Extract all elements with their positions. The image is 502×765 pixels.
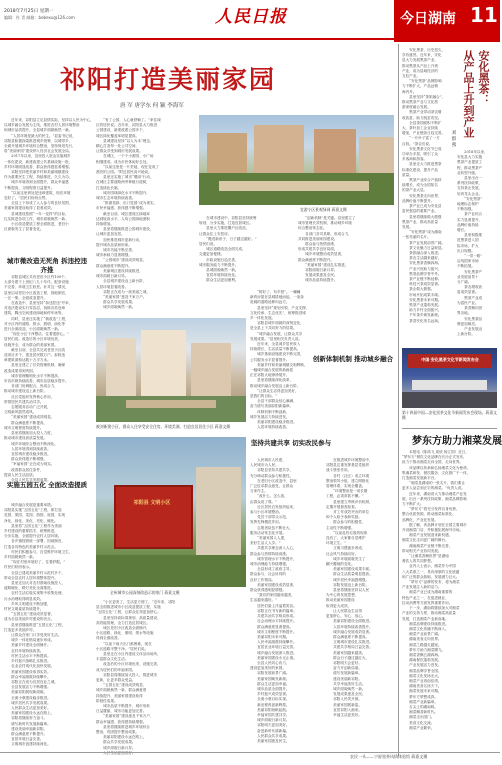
body-text-col2b: “小区更美了，生活更方便了。”近年来，祁阳 县全面推进城市小区改造提质工程，实施 “五园五化”工程，让群众住得更加舒心。 县里坚持高标准规划、高质量建设、 高效能管理，全力打造宜居城区。 城区老旧小区改造全面铺开， 小区道路、绿化、照明、排水等设施 得到全面改善。 “以前下雨天出门都困难，现在 小区道路平整干净。”居民们说。 县里还在小区内建设文体活动场所， 丰富群众文化生活。 改造后的小区环境优美、设施完善， 成为居民们的幸福家园。 祁阳县将继续加大投入，推进城市 更新，让更多群众受益。 “五园五化”建设成效明显， 城乡面貌焕然一新，群众满意度 持续提升，美丽家园建设取得 阶段性成果。 城市品质不断提升，城市形象 日益靓丽，城市功能更加完善。 “美丽家园”建设惠及千家万户， 群众幸福感、获得感持续增强。 县里将继续推进城乡环境综合 整治，巩固提升整治成果。 美丽祁阳建设永远在路上。 群众共享发展成果。 城乡面貌日新月异。 人民生活更加美好。 (96, 600, 176, 755)
body-text-col3a: 在城市建设中，祁阳县坚持统筹 规划、分步实施，打造宜居城区。 县里大力推进棚户区改造， 让群众住上安居房。 “搬进新房子，日子越过越好。” 居民们说。 城区道路改造全面完成， 交通更加便捷。 市政设施日趋完善， 城市服务能力不断提升。 县城面貌焕然一新。 宜居环境持续优化。 群众生活更加便利。 (199, 216, 257, 283)
column-divider (398, 44, 399, 756)
photo-residential-garden (199, 115, 394, 205)
header-date: 2018年7月25日 星期一 (4, 9, 54, 14)
subhead-1: 城市微改造无死角 拆违控违齐推 (6, 257, 88, 274)
photo-new-housing (96, 318, 246, 422)
body-text-col4a: “创新机制”是关键。县里建立了 城市管理长效机制，推动城乡环境 综合整治常态化。 各部门各司其职，形成合力， 共同推进美丽家园建设。 群众参与热情高涨， 形成共建共享良好局面。 城乡环境整治成效显著， 群众满意度不断提升。 “美丽家园”建设扎实推进。 祁阳面貌日新月异。 发展成果惠及全民。 城市品质持续提升。 (298, 216, 356, 283)
main-headline: 祁阳打造美丽家园 (60, 65, 277, 94)
photo-civilized-community (96, 437, 246, 587)
side-section-divider (402, 428, 497, 429)
side-article-title-2: 从产品上升到产业 (462, 50, 475, 138)
side-article-title-1: 安化黑茶： (477, 50, 490, 105)
section-name: 今日湖南 (400, 11, 456, 27)
subhead-2: 创新体制机制 推动城乡融合 (312, 355, 394, 363)
body-text-col1a: 近年来，祁阳县立足县情实际，坚持以人民为中心， 以城乡融合发展为主线，推进农村人居环境整治 和城市品质提升，全县城乡面貌焕然一新。 “人居环境是最大的民生。”县委书记说， 祁阳县积极探索推进城乡统筹、以城带乡， 全面开展城乡环境综合整治，坚持规划先行， 将“美丽家园”建设纳入经济社会发展全局。 2017年以来，县里投入资金实施城乡 一体化建设，新建改建公共基础设施一批， 乡村环境明显改善，群众获得感显著增强。 祁阳坚持把美丽乡村和美丽城镇建设 作为重要民生工程，持续推进，久久为功。 城乡环境得到全面提升，群众幸福感 不断提高，文明程度日益提升。 “以前这里到处是违章建筑，现在环境 变好了。”居民们纷纷点赞。 全县上下形成了人人参与的良好氛围， 美丽家园建设取得了显著成效。 县城建设按照“一年一变样”的目标， 扎实推进各项工作，城市面貌焕然一新。 小区改造提质工程全面推进，老旧小 区面貌发生了显著变化。 (4, 118, 94, 232)
newspaper-logo: 人民日报 (215, 7, 287, 27)
body-text-col2a: “有了公园，人心就舒畅了。”家住城 区的居民说。近年来，祁阳县大力推进 公园建设，新建改建公园多个， 城区绿化覆盖率明显提高。 县城建设坚持“以人为本”理念， 精心打造每一处公共空间， 让群众享受到城市发展成果。 在城区，一个个小游园、小广场 相继建成，成为市民休闲好去处。 “以前这里是一片荒地，现在变成了 漂亮的公园。”附近居民高兴地说。 县里还实施了城市“增绿”行动， 在城区主要道路两旁种植行道树， 打造绿色长廊。 城市园林绿化水平不断提升， 城市生态环境持续改善。 “推窗见绿、出门见园”成为现实， 市民幸福感、获得感不断增强。 截至目前，城区建成区绿地率 达到较高水平，人均公园绿地面积 持续增加。 县里将继续推进公园城市建设， 让城市更加宜居。 加快推进城市更新行动， 提升城市品质和形象。 城市功能不断完善， 城市承载力显著增强。 “公园城市”建设成效明显， 群众满意度不断提升。 美丽城区建设持续推进， 城市面貌日新月异。 全县城乡建设迈上新台阶， 人居环境显著改善。 祁阳正在成为一座美丽之城。 “美丽家园”惠及千家万户。 群众共享发展成果。 城乡面貌焕然一新。 (96, 118, 161, 310)
footer-rule (0, 752, 500, 753)
page-number: 11 (470, 3, 498, 27)
side-article-author: 刘 群 燕 (451, 130, 456, 147)
photo3-caption: 全州城市公园深刻改造示的家门 蒋嘉文摄 (110, 590, 180, 595)
body-text-col1c: 城乡融合发展是重要举措。 祁阳县实施“五园五化”工程，即打造 花园、果园、菜园、游园、庭园，实现 净化、绿化、美化、亮化、硬化。 县里将“五园五化”工程作为美丽 乡村建设的重要抓手，统筹推进， 分步实施，全面提升农村人居环境。 各乡镇按照统一部署，因地制宜， 打造各具特色的美丽乡村示范点。 村民们积极参与，自觉维护环境卫生， 乡村面貌焕然一新。 “现在村里环境好了，住着舒服。” 村民们纷纷表示。 全县已建成美丽乡村示范村多个， 带动全县农村人居环境整体提升。 县里还加大对农村基础设施投入， 道路硬化、路灯亮化全面推进。 农村生活垃圾实现集中收集处理， 污水治理取得明显成效。 乡风文明建设不断加强， 村民文明素质持续提升。 “五园五化”建设成效显著， 成为全县美丽乡村建设的亮点。 县里将继续推进“五园五化”工程， 打造更多美丽乡村。 让群众在家门口享受美好生活。 城乡一体化格局逐步形成。 美丽乡村建设全面铺开。 农村环境持续改善。 村民生活水平不断提高。 乡村振兴战略扎实推进。 农业农村现代化加快发展。 美丽家园建设取得实效。 群众幸福指数持续攀升。 祁阳正在成为宜居宜业之城。 全县发展活力不断增强。 美丽祁阳展现新面貌。 全面小康建设稳步推进。 城乡居民共享发展成果。 人民群众生活更加美好。 美丽家园建设永远在路上。 祁阳将继续努力奋斗。 谱写新时代发展新篇章。 建设美丽幸福新祁阳。 群众满意度不断提升。 宜居环境日益完善。 文明城市创建持续深化。 (4, 503, 73, 747)
main-byline: 唐 军 唐学东 何 颖 李海军 (120, 103, 184, 109)
photo-tea-press-conference (402, 348, 497, 408)
side-body-text-1: 安化黑茶，历史悠久， 享有盛誉。近年来，安化 县大力发展黑茶产业， 推动黑茶从产品上升到 产业，成为县域经济的 支柱产业。 “安化黑茶”品牌影响 力不断扩大，产品远销 海内外。 县里坚持“茶旅融合”， 推动黑茶产业与文化旅 游深度融合发展。 黑茶产业带动茶农增 收致富，助力脱贫攻坚。 全县茶园面积不断扩 大，茶叶加工企业持续 增加，产业链条日趋完善。 “一片叶子富了一方 百姓。”茶农们说。 安化黑茶文化节已成 功举办多届，吸引了众 多客商和游客。 县里还大力推进黑茶 标准化建设，提升产品 质量。 黑茶产业综合产值持 续增长，成为全国知名 的茶产业大县。 安化黑茶走向世界， 品牌价值不断提升。 茶产业已成为安化县 富民强县的重要产业。 县里将继续做大做强 黑茶产业，推动高质量 发展。 “安化黑茶”成为湖南 一张亮丽的名片。 茶产业发展前景广阔。 茶文化魅力日益彰显。 茶旅融合深入推进。 茶农生活越来越好。 安化黑茶香飘四海。 产业兴旺助力振兴。 黑茶品牌享誉中外。 茶产业链不断延伸。 科技兴茶成效显著。 茶企做大做强。 市场开拓成果丰硕。 安化黑茶未来可期。 黑茶产业蓬勃发展。 助力乡村全面振兴。 千年茶乡焕发新颜。 茶香安化美名远扬。 (402, 48, 446, 323)
body-text-col1b: 祁阳县城区共有老旧小区约100个， 大部分建于上世纪八九十年代，配套设施 不完善，环境卫生较差。针对这一情况， 县里启动老旧小区改造工程，因地制宜， 一区一策，全面改造提升。 在改造中，县里坚持“拆违控违”并举， 对违法建设实行零容忍，拆除各类违章 建筑，腾出空间建设绿地和停车场等。 同时，县里还实施了“微改造”工程， 对小区内的道路、排水、照明、绿化等 进行全面改造，小区面貌焕然一新。 “现在小区干净整洁，住着很舒心。” 居民们说。改造后的小区环境优美， 设施齐全，成为群众的美丽家园。 截至目前，全县共完成老旧小区改 造项目多个，惠及居民数万户。拆除违 章建筑面积达数十万平方米。 县里还建立了长效管理机制，确保 改造成果得到巩固。 城市管理精细化水平不断提高， 市容市貌持续改善，城市品质稳步提升。 各部门协调配合，形成合力， 推动城市建设迈上新台阶。 社区党组织发挥核心作用， 带领居民共建共治共享。 志愿服务活动广泛开展， 文明新风蔚然成风。 “美丽家园”建设成效明显。 群众满意度不断提高， 城市文明程度持续提升。 县里将继续加大投入力度， 推动城市建设高质量发展。 城乡环境综合整治不断深化。 人居环境得到持续改善。 宜居城市建设稳步推进。 群众获得感不断增强。 “幸福家园”正在成为现实。 改善群众居住条件， 提高人民生活品质。 全县人民共享发展成果。 (4, 275, 73, 482)
footer-caption: 农民一头——宁舒黑茶风情体验馆 蒋嘉文摄 (350, 754, 428, 759)
body-text-col3c: 人民城市人民建， 人民城市为人民。 祁阳县坚持共建共享， 充分调动群众参与积极性。 在老旧小区改造中，县里 广泛征求群众意见，让群众 当家作主。 “改什么、怎么改， 由群众说了算。” 社区居民自发组织起来， 参与小区环境整治。 党员干部带头示范， 发挥先锋模范作用。 志愿者队伍不断壮大， 服务活动常态化开展。 “美丽家园人人建， 美好生活人人享。” 共建共享理念深入人心， 群众参与热情持续高涨。 城市管理水平不断提升， 城市治理能力持续增强。 全县形成了政府主导、 群众参与、社会协同的 良好工作格局。 美丽家园建设成效显著， 群众获得感明显增强。 “我们的家园越来越美， 生活越来越好。” 居民们脸上洋溢着笑容。 祁阳正在书写新的篇章。 共建共治共享格局形成。 社会治理水平持续提升。 群众满意度显著提高。 城市文明程度不断提升。 美丽祁阳未来可期。 人民幸福指数持续攀升。 宜居宜业环境日益完善。 城乡融合发展深入推进。 美丽家园建设永无止境。 全县人民同心协力， 建设更加美好的家园。 祁阳发展前景广阔。 美丽家园焕发新颜。 群众生活更加幸福。 城市品质全面提升。 乡村振兴成效显著。 全面小康目标实现。 新征程再创新辉煌。 美丽祁阳扬帆起航。 幸福家园共建共享。 城乡面貌日新月异。 祁阳明天更加美好。 奋进新时代谱新篇。 人民群众共享成果。 美丽家园惠及民生。 (250, 458, 297, 743)
photo1-caption: 宜游小区景观绿网 蒋嘉文摄 (300, 207, 347, 212)
side-body-text-2: 2018年以来， 安化县大力实施 黑茶产业提质工 程，推动黑茶产 业转型升级。 县里出台一 系列扶持政策， 支持茶企发展， 培育龙头企业。 “安化黑茶” 地理标志保护 不断加强。 茶产业综合 实力显著提升， 品牌价值持续 增长。 县里积极推 进黑茶进入国 际市场，扩大 出口规模。 “一带一路” 沿线国家市场 不断拓展。 安化黑茶产 业发展前景十 分广阔。 茶农增收致 富成效显著。 黑茶产业成 为富民产业。 茶香飘向世 界各地。 安化黑茶品 牌更加响亮。 产业发展迈 上新台阶。 (457, 150, 488, 337)
photo2-caption: 被刘新建小区，群众入住享受安全住房，环境美满、打造宜居居住小区 蒋嘉文摄 (96, 424, 231, 429)
photo3-sign-text: 祁阳县 文明小区 (133, 500, 171, 506)
side-photo-caption: 第十四届中国—安化黑茶文化节新闻发布会现场。蒋嘉文 摄 (402, 410, 497, 420)
side-headline-2: 梦东方助力湘菜发展 (412, 436, 502, 447)
subhead-4: 坚持共建共享 切实改民参与 (250, 439, 332, 447)
header-editor: 编辑：杜 青 邮箱：bebexu@126.com (4, 15, 75, 20)
side-photo-banner-text: 中国·安化黑茶文化节新闻发布会 (421, 357, 479, 362)
side-body-text-3: 本报电（陈鸿飞 周欣 杨立国）近日， “梦东方”餐饮文化品牌在长沙正式发布， 致力于推动湘菜走向全国、走向世界。 该品牌以传承和弘扬湘菜文化为使命， 集湘菜研发、餐饮服务、文化推广于一体， 打造湘菜发展新平台。 “湘菜是湖南的一张名片，我们要让 更多人品尝到正宗的湘菜。”负责人说。 近年来，湖南省大力推动湘菜产业发 展，出台一系列扶持政策，湘菜品牌影响 力不断扩大。 “梦东方”将充分发挥自身优势， 整合优质资源，推动湘菜标准化、 品牌化、产业化发展。 据了解，该品牌计划在全国主要城市 开设湘菜门店，并积极拓展海外市场。 湘菜产业发展迎来新机遇， 湘菜文化走向更广阔的舞台。 湖南湘菜产业链不断完善， 带动相关产业协同发展。 “让湘菜香飘世界”是湖南 餐饮人的共同梦想。 业内人士表示，湘菜作为中国 八大菜系之一，具有深厚的文化底蕴 和广泛的群众基础，发展潜力巨大。 “梦东方”品牌的发布，将为湘菜 产业发展注入新的活力。 湘菜产业已成为湖南重要的 特色产业之一，在促进就业、 拉动消费等方面发挥重要作用。 下一步，湖南将继续加大对湘菜 产业的支持力度，推动湘菜高质量 发展，打造湘菜产业新高地。 湘菜品牌建设持续推进。 湘菜文化传播不断深入。 湘菜产业前景广阔。 湖南美食走向世界。 湘菜之路越走越宽。 梦东方助力湘菜腾飞。 湘菜香飘五湖四海。 湖南餐饮蓬勃发展。 产业发展活力迸发。 湘菜品牌享誉全国。 湘菜文化发扬光大。 湘菜产业再创佳绩。 湖南美食名扬天下。 湘菜发展未来可期。 梦东方梦想成真。 湘菜产业新篇章。 舌尖上的湖南味。 湘菜飘香新时代。 湘菜走出国门。 美食文化交流。 湘菜产业繁荣。 (402, 450, 471, 730)
body-text-col3b: “树好了，有乡愁”。一幢幢 新的房屋在县城拔地而起，一条条 宽阔的道路延伸向远方。 县里坚持“规划引领、产业支撑、 文化传承、生态优先”，统筹推进城 乡一体化发展。 祁阳县城乡面貌的深刻变化， 是全县上下共同努力的结果。 “城乡融合发展，让群众共享 发展成果。”县里相关负责人说。 近年来，全县城乡居民收入 持续增长，生活质量不断提高。 城乡基础设施建设不断完善， 公共服务水平显著提升。 美丽乡村和美丽城镇交相辉映， 一幅城乡融合发展的新画卷 正在祁阳大地徐徐展开。 县里将继续深化改革， 推动城乡融合发展迈上新台阶。 “让群众生活得更加美好， 是我们的目标。” 全县干部群众信心满满， 奋力谱写美丽祁阳新篇章。 体制机制不断创新， 城乡发展活力持续迸发。 美丽祁阳建设稳步推进。 人居环境持续改善。 (250, 290, 310, 430)
subhead-3: 实施五园五化 全面改造提质 (6, 481, 88, 489)
body-text-col4c: 在推进城乡环境整治中， 祁阳县注重发挥基层党组织 战斗堡垒作用。 各村（社区）成立环境 整治领导小组，建立网格化 管理体系，实现全覆盖。 “环境整治是一项长期 工程，必须常抓不懈。” 县里建立考核评价机制， 定期开展督查检查。 对工作成效突出的单位 和个人给予表彰奖励。 群众参与的积极性、 主动性不断增强。 “以前乱扔垃圾的现象 没有了，大家都自觉维护 环境卫生。” 文明习惯逐步养成， 社会风气持续向好。 城乡环境面貌发生了 翻天覆地的变化。 美丽家园建设成果丰硕。 群众生活质量明显提高。 城乡居民幸福感增强。 祁阳发展迈上新台阶。 县里将继续坚持以人民 为中心的发展思想， 推动美丽家园建设 取得更大成效。 让人民群众生活得 更加舒心、安心、放心。 美丽祁阳建设全面推进。 人居环境持续改善提升。 城乡融合发展成效显著。 群众满意度不断提高。 文明城市建设扎实推进。 共建共享格局日益完善。 美丽家园越来越美。 群众日子越过越红火。 祁阳明天会更好。 奋力开创新局面。 谱写发展新篇章。 建设美丽新祁阳。 共享幸福美好生活。 城乡面貌焕然一新。 发展成果惠及全民。 祁阳人民笑开颜。 美丽家园展新姿。 宜居祁阳入画来。 幸福生活更美好。 (326, 458, 373, 717)
